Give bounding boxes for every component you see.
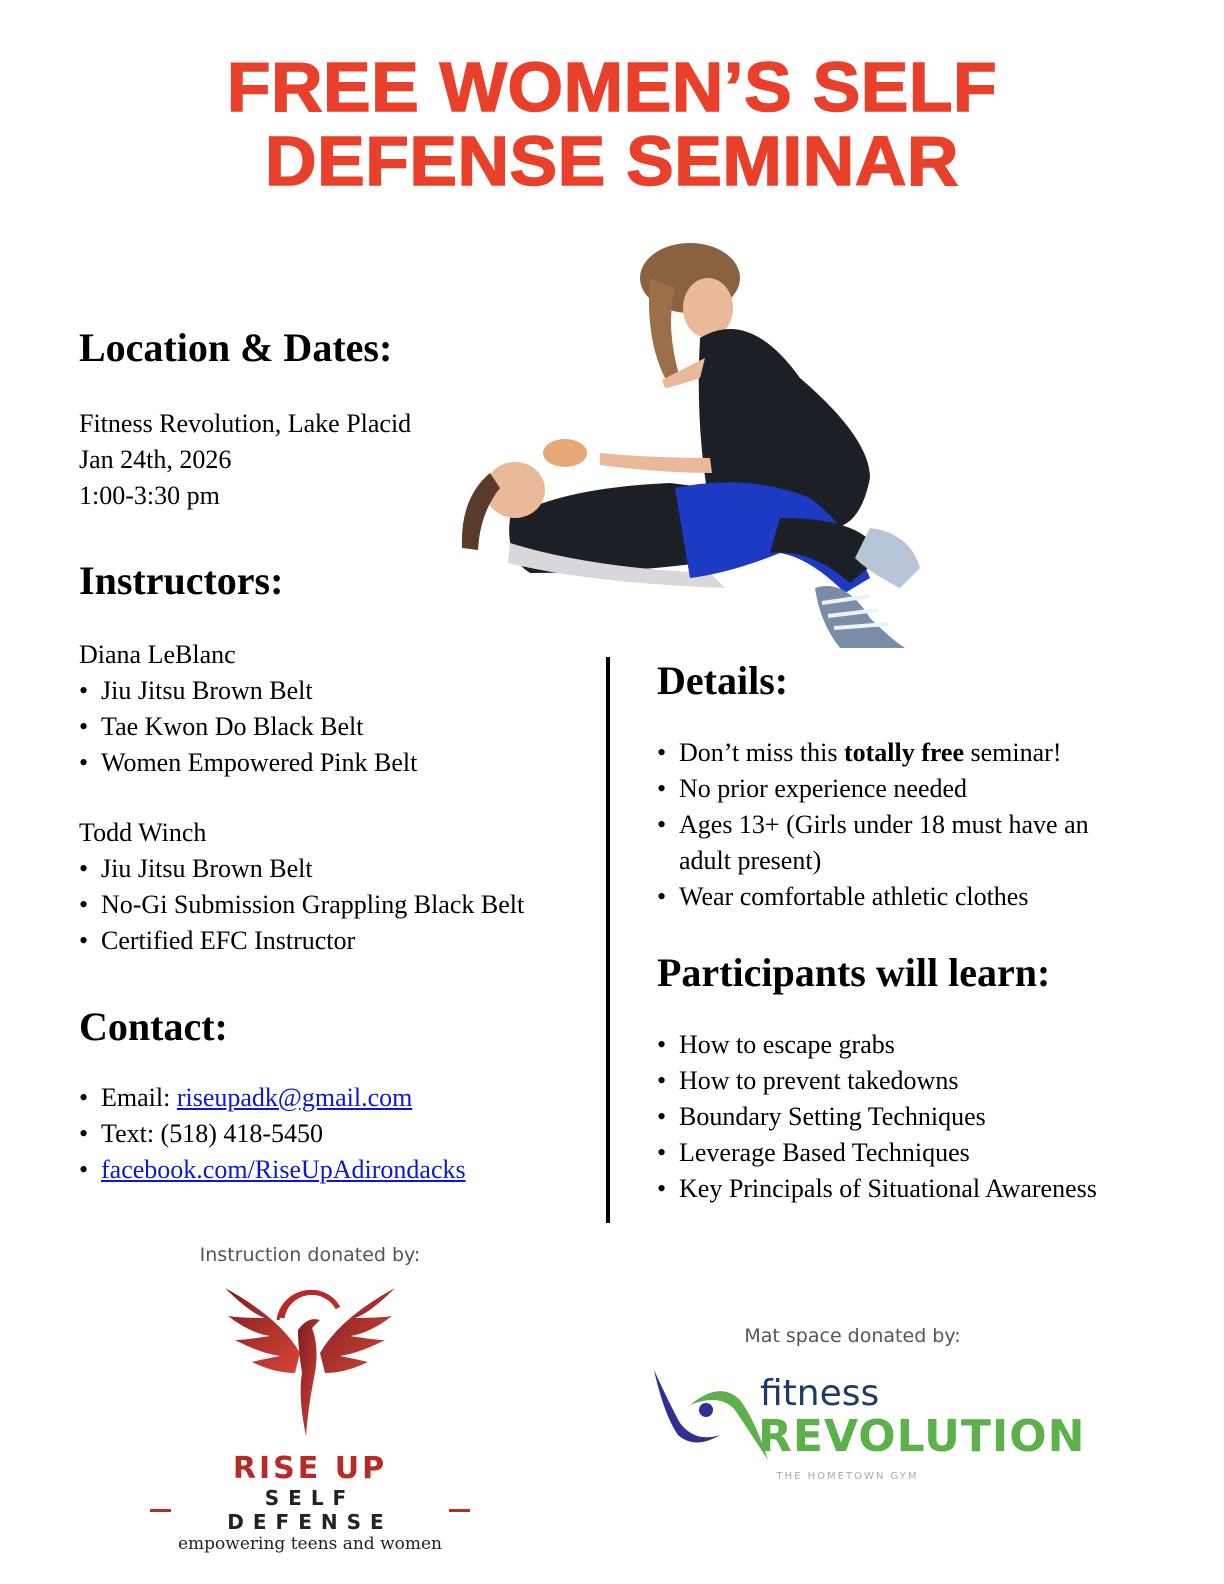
title-line-1: FREE WOMEN’S SELF bbox=[226, 48, 998, 126]
instructors-section bbox=[79, 558, 579, 959]
column-divider bbox=[606, 657, 610, 1223]
learn-section bbox=[657, 950, 1177, 1207]
details-section bbox=[657, 658, 1157, 915]
instructor-diana bbox=[79, 637, 579, 781]
mat-sponsor bbox=[650, 1325, 1086, 1482]
credentials-list bbox=[79, 673, 579, 781]
contact-section bbox=[79, 1004, 579, 1188]
fitness-wordmark: fitness bbox=[760, 1373, 880, 1414]
fitness-tagline: THE HOMETOWN GYM bbox=[776, 1471, 919, 1482]
credentials-list bbox=[79, 851, 579, 959]
details-item: • Ages 13+ (Girls under 18 must have an adult present) bbox=[657, 807, 1139, 879]
email-label: Email: bbox=[101, 1083, 177, 1112]
learn-list bbox=[657, 1027, 1177, 1207]
credential-item: • Certified EFC Instructor bbox=[79, 923, 579, 959]
riseup-name: RISE UP bbox=[232, 1451, 388, 1486]
contact-text-item: • Text: (518) 418-5450 bbox=[79, 1116, 579, 1152]
credential-item: • Women Empowered Pink Belt bbox=[79, 745, 579, 781]
accent-dash bbox=[150, 1509, 171, 1512]
totally-free-emphasis: totally free bbox=[843, 738, 965, 767]
details-list bbox=[657, 735, 1157, 915]
email-link[interactable]: riseupadk@gmail.com bbox=[176, 1083, 413, 1112]
riseup-tagline: empowering teens and women bbox=[177, 1534, 443, 1554]
mat-donated-label: Mat space donated by: bbox=[744, 1325, 961, 1347]
flyer-title bbox=[0, 50, 1224, 198]
details-heading: Details: bbox=[657, 658, 789, 703]
learn-item: • How to prevent takedowns bbox=[657, 1063, 1177, 1099]
location-time: 1:00-3:30 pm bbox=[79, 481, 220, 510]
credential-item: • Jiu Jitsu Brown Belt bbox=[79, 851, 579, 887]
details-item: • No prior experience needed bbox=[657, 771, 1157, 807]
contact-list bbox=[79, 1080, 579, 1188]
facebook-link[interactable]: facebook.com/RiseUpAdirondacks bbox=[101, 1155, 466, 1184]
contact-email-item bbox=[79, 1080, 579, 1116]
phoenix-logo-icon bbox=[210, 1278, 410, 1438]
contact-facebook-item bbox=[79, 1152, 579, 1188]
credential-item: • Tae Kwon Do Black Belt bbox=[79, 709, 579, 745]
learn-item: • Leverage Based Techniques bbox=[657, 1135, 1177, 1171]
location-venue: Fitness Revolution, Lake Placid bbox=[79, 409, 412, 438]
details-item: • Don’t miss this totally free seminar! bbox=[657, 735, 1157, 771]
location-heading: Location & Dates: bbox=[79, 325, 393, 370]
swoosh-logo-icon bbox=[650, 1365, 770, 1475]
title-line-2: DEFENSE SEMINAR bbox=[265, 122, 959, 200]
credential-item: • No-Gi Submission Grappling Black Belt bbox=[79, 887, 579, 923]
instruction-sponsor bbox=[150, 1244, 470, 1554]
location-section bbox=[79, 325, 499, 514]
riseup-subtitle: SELF DEFENSE bbox=[227, 1486, 393, 1534]
instruction-donated-label: Instruction donated by: bbox=[199, 1244, 421, 1266]
learn-heading: Participants will learn: bbox=[657, 950, 1051, 995]
learn-item: • Boundary Setting Techniques bbox=[657, 1099, 1177, 1135]
fitness-revolution-logo bbox=[650, 1365, 1086, 1475]
instructor-name: Todd Winch bbox=[79, 818, 207, 847]
learn-item: • How to escape grabs bbox=[657, 1027, 1177, 1063]
details-item: • Wear comfortable athletic clothes bbox=[657, 879, 1157, 915]
instructors-heading: Instructors: bbox=[79, 558, 284, 603]
credential-item: • Jiu Jitsu Brown Belt bbox=[79, 673, 579, 709]
riseup-sub-row bbox=[150, 1486, 470, 1534]
accent-dash bbox=[449, 1509, 470, 1512]
instructor-name: Diana LeBlanc bbox=[79, 640, 236, 669]
revolution-wordmark: REVOLUTION bbox=[758, 1411, 1086, 1462]
location-date: Jan 24th, 2026 bbox=[79, 445, 232, 474]
contact-heading: Contact: bbox=[79, 1004, 228, 1049]
instructor-todd bbox=[79, 815, 579, 959]
learn-item: • Key Principals of Situational Awareness bbox=[657, 1171, 1177, 1207]
